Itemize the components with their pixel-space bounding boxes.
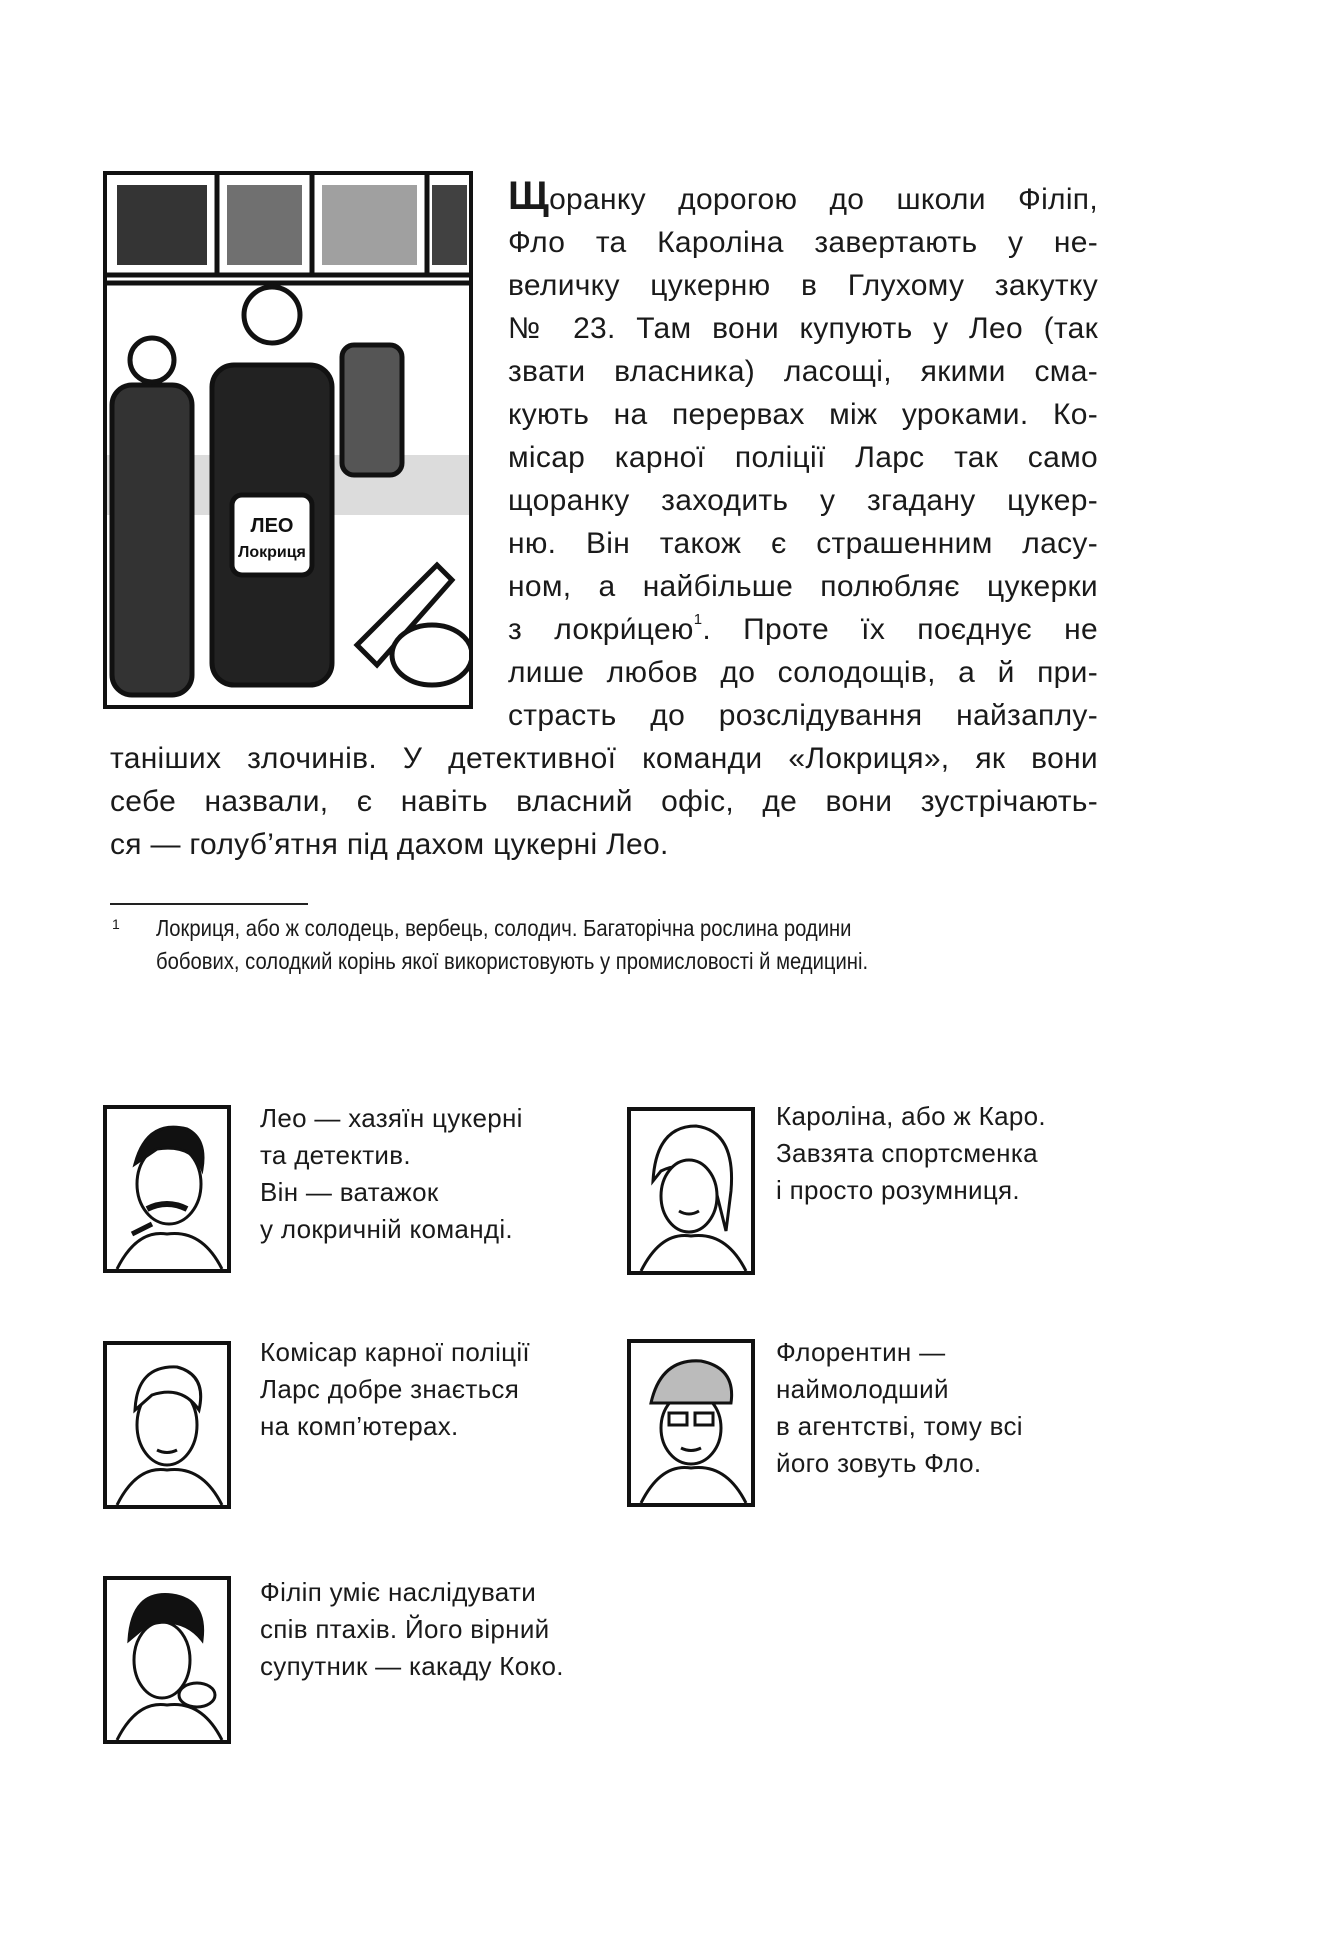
portrait-florentyn	[627, 1339, 755, 1507]
story-line: лише любов до солодощів, а й при-	[508, 656, 1098, 689]
portrait-karolina	[627, 1107, 755, 1275]
story-line: ню. Він також є страшенним ласу-	[508, 527, 1098, 560]
description-line: наймолодший	[776, 1374, 949, 1404]
story-line: себе назвали, є навіть власний офіс, де вони зустрічають-	[110, 785, 1098, 818]
description-line: його зовуть Фло.	[776, 1448, 982, 1478]
description-line: Ларс добре знається	[260, 1374, 520, 1404]
story-line: Фло та Кароліна завертають у не-	[508, 226, 1098, 259]
story-line: ном, а найбільше полюбляє цукерки	[508, 570, 1098, 603]
story-line: ся — голуб’ятня під дахом цукерні Лео.	[110, 828, 669, 861]
description-line: Кароліна, або ж Каро.	[776, 1101, 1046, 1131]
jar-label-subtitle: Локриця	[238, 544, 306, 561]
description-line: Завзята спортсменка	[776, 1138, 1038, 1168]
character-description-lars	[260, 1334, 530, 1445]
story-text: . Проте їх поєднує не	[702, 613, 1098, 646]
description-line: Флорентин —	[776, 1337, 946, 1367]
description-line: і просто розумниця.	[776, 1175, 1020, 1205]
footnote-line: Локриця, або ж солодець, вербець, солодич. Багаторічна рослина родини	[156, 915, 852, 941]
story-text: з локри́цею	[508, 613, 694, 646]
character-description-leo	[260, 1100, 523, 1248]
description-line: Філіп уміє наслідувати	[260, 1577, 537, 1607]
description-line: спів птахів. Його вірний	[260, 1614, 550, 1644]
portrait-lars	[103, 1341, 231, 1509]
drop-cap: Щ	[508, 174, 550, 218]
story-line: страсть до розслідування найзаплу-	[508, 699, 1098, 732]
story-line: № 23. Там вони купують у Лео (так	[508, 312, 1098, 345]
description-line: Він — ватажок	[260, 1177, 439, 1207]
description-line: Лео — хазяїн цукерні	[260, 1103, 523, 1133]
description-line: у локричній команді.	[260, 1214, 513, 1244]
jar-label-title: ЛЕО	[250, 515, 294, 537]
character-description-karolina	[776, 1098, 1046, 1209]
story-line	[508, 608, 1098, 651]
footnote-divider	[110, 903, 308, 905]
footnote-ref[interactable]: 1	[693, 611, 703, 628]
description-line: в агентстві, тому всі	[776, 1411, 1023, 1441]
story-line: звати власника) ласощі, якими сма-	[508, 355, 1098, 388]
story-line: таніших злочинів. У детективної команди «Локриця», як вони	[110, 742, 1098, 775]
portrait-filip	[103, 1576, 231, 1744]
description-line: супутник — какаду Коко.	[260, 1651, 564, 1681]
story-line: щоранку заходить у згадану цукер-	[508, 484, 1098, 517]
character-description-filip	[260, 1574, 564, 1685]
footnote-number: 1	[112, 916, 120, 932]
description-line: Комісар карної поліції	[260, 1337, 530, 1367]
story-line: величку цукерню в Глухому закутку	[508, 269, 1098, 302]
story-text: оранку дорогою до школи Філіп,	[549, 183, 1098, 216]
footnote-line: бобових, солодкий корінь якої використовують у промисловості й медицині.	[156, 948, 869, 974]
story-line: кують на перервах між уроками. Ко-	[508, 398, 1098, 431]
portrait-leo	[103, 1105, 231, 1273]
story-line: місар карної поліції Ларс так само	[508, 441, 1098, 474]
character-description-florentyn	[776, 1334, 1023, 1482]
description-line: та детектив.	[260, 1140, 411, 1170]
description-line: на комп’ютерах.	[260, 1411, 459, 1441]
story-line	[508, 174, 1098, 221]
candy-shop-illustration	[103, 171, 473, 709]
